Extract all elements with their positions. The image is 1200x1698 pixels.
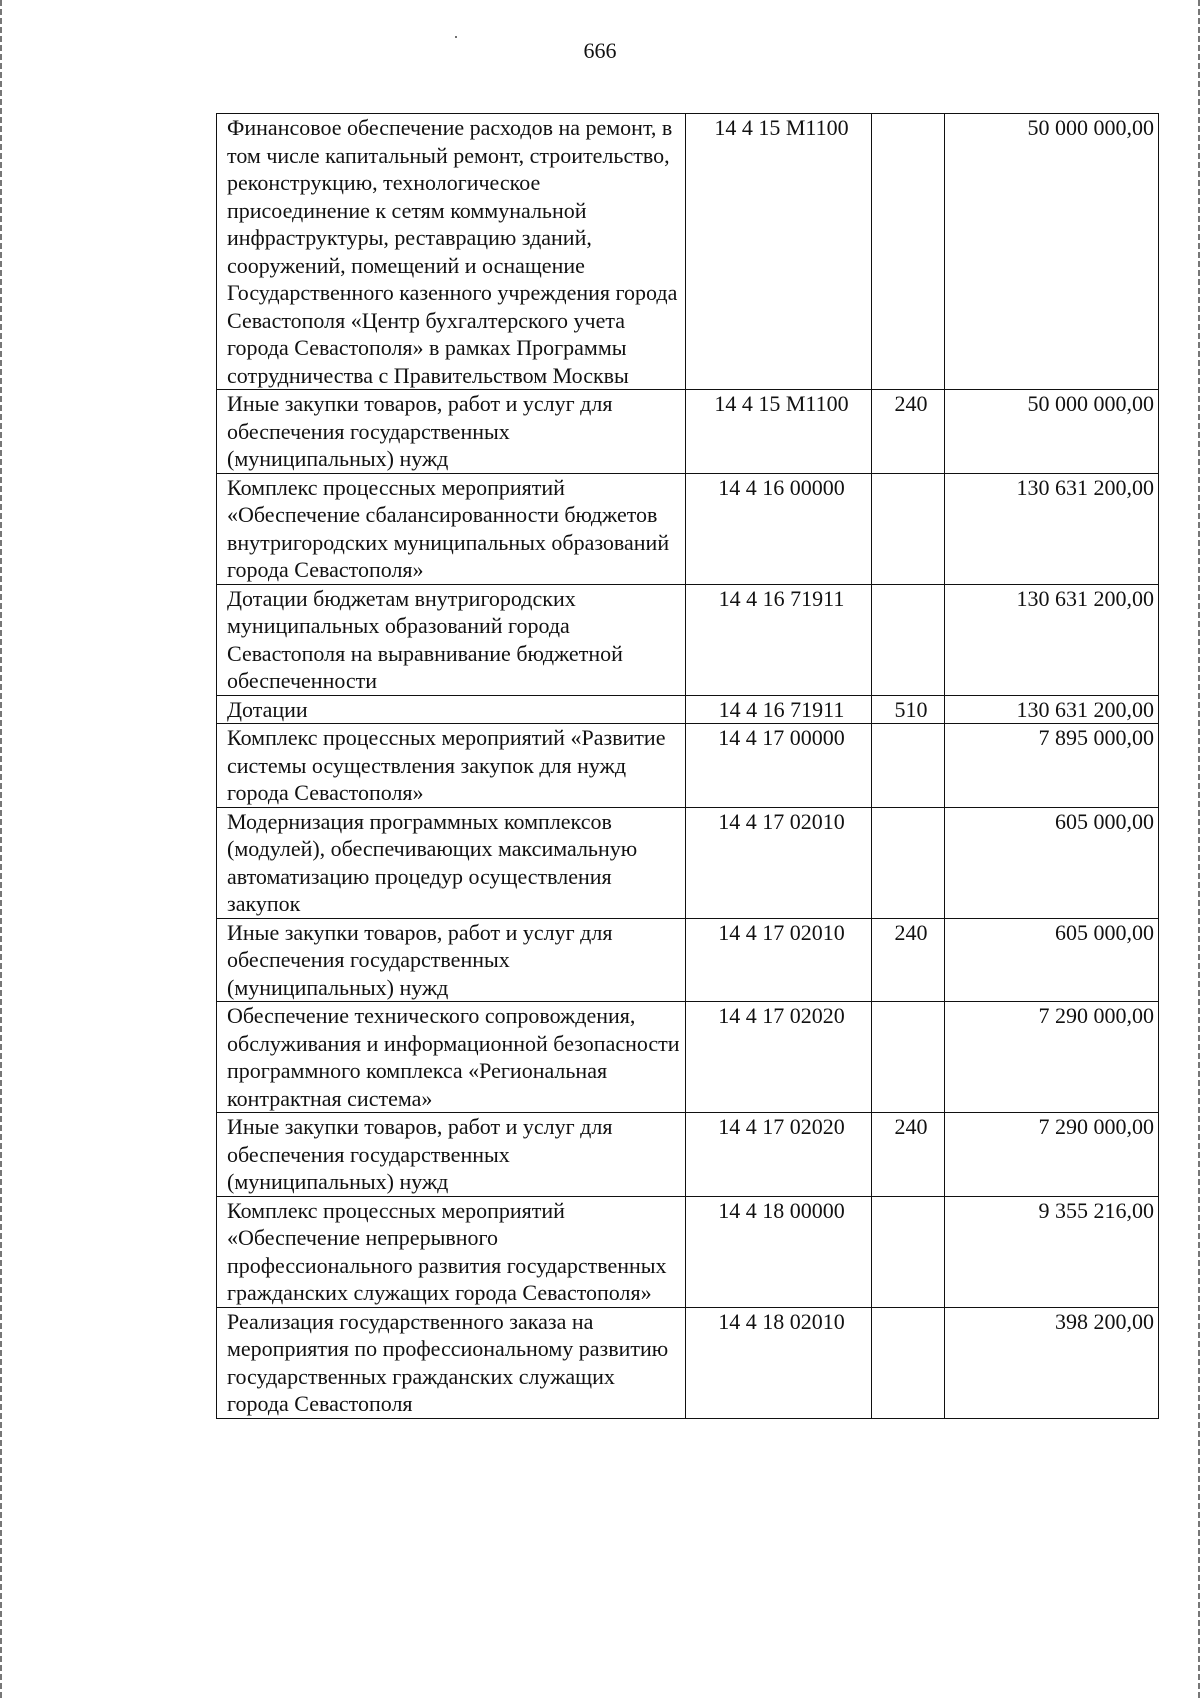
row-name: Комплекс процессных мероприятий «Обеспечение сбалансированности бюджетов внутригородских муниципальных образований города Севастополя» xyxy=(217,473,686,584)
target-article-code: 14 4 15 М1100 xyxy=(686,114,872,390)
table-row xyxy=(217,918,1159,1002)
row-name: Реализация государственного заказа на мероприятия по профессиональному развитию государственных гражданских служащих города Севастополя xyxy=(217,1307,686,1418)
table-row xyxy=(217,473,1159,584)
budget-table xyxy=(216,113,1159,1419)
target-article-code: 14 4 17 02010 xyxy=(686,918,872,1002)
amount: 398 200,00 xyxy=(945,1307,1159,1418)
expense-type-code xyxy=(872,1196,945,1307)
amount: 50 000 000,00 xyxy=(945,390,1159,474)
page-border-left xyxy=(0,0,2,1698)
row-name: Дотации бюджетам внутригородских муниципальных образований города Севастополя на выравнивание бюджетной обеспеченности xyxy=(217,584,686,695)
target-article-code: 14 4 18 00000 xyxy=(686,1196,872,1307)
table-row xyxy=(217,114,1159,390)
amount: 605 000,00 xyxy=(945,807,1159,918)
target-article-code: 14 4 16 71911 xyxy=(686,695,872,724)
expense-type-code xyxy=(872,724,945,808)
target-article-code: 14 4 15 М1100 xyxy=(686,390,872,474)
target-article-code: 14 4 17 00000 xyxy=(686,724,872,808)
amount: 7 895 000,00 xyxy=(945,724,1159,808)
target-article-code: 14 4 16 71911 xyxy=(686,584,872,695)
row-name: Комплекс процессных мероприятий «Обеспечение непрерывного профессионального развития государственных гражданских служащих города Севастополя» xyxy=(217,1196,686,1307)
expense-type-code: 240 xyxy=(872,918,945,1002)
row-name: Обеспечение технического сопровождения, обслуживания и информационной безопасности программного комплекса «Региональная контрактная система» xyxy=(217,1002,686,1113)
row-name: Модернизация программных комплексов (модулей), обеспечивающих максимальную автоматизацию процедур осуществления закупок xyxy=(217,807,686,918)
table-row xyxy=(217,1113,1159,1197)
amount: 9 355 216,00 xyxy=(945,1196,1159,1307)
target-article-code: 14 4 16 00000 xyxy=(686,473,872,584)
row-name: Финансовое обеспечение расходов на ремонт, в том числе капитальный ремонт, строительство, реконструкцию, технологическое присоединение к сетям коммунальной инфраструктуры, реставрацию зданий, сооружений, помещений и оснащение Государственного казенного учреждения города Севастополя «Центр бухгалтерского учета города Севастополя» в рамках Программы сотрудничества с Правительством Москвы xyxy=(217,114,686,390)
expense-type-code: 240 xyxy=(872,390,945,474)
table-row xyxy=(217,1002,1159,1113)
table-row xyxy=(217,390,1159,474)
expense-type-code xyxy=(872,1307,945,1418)
expense-type-code xyxy=(872,114,945,390)
row-name: Иные закупки товаров, работ и услуг для обеспечения государственных (муниципальных) нужд xyxy=(217,918,686,1002)
amount: 605 000,00 xyxy=(945,918,1159,1002)
target-article-code: 14 4 17 02010 xyxy=(686,807,872,918)
target-article-code: 14 4 17 02020 xyxy=(686,1002,872,1113)
table-row xyxy=(217,807,1159,918)
row-name: Комплекс процессных мероприятий «Развитие системы осуществления закупок для нужд города Севастополя» xyxy=(217,724,686,808)
amount: 130 631 200,00 xyxy=(945,473,1159,584)
expense-type-code xyxy=(872,473,945,584)
amount: 7 290 000,00 xyxy=(945,1002,1159,1113)
table-row xyxy=(217,724,1159,808)
target-article-code: 14 4 18 02010 xyxy=(686,1307,872,1418)
table-row xyxy=(217,1196,1159,1307)
expense-type-code: 510 xyxy=(872,695,945,724)
expense-type-code xyxy=(872,807,945,918)
amount: 7 290 000,00 xyxy=(945,1113,1159,1197)
amount: 50 000 000,00 xyxy=(945,114,1159,390)
row-name: Иные закупки товаров, работ и услуг для обеспечения государственных (муниципальных) нужд xyxy=(217,390,686,474)
expense-type-code xyxy=(872,584,945,695)
table-row xyxy=(217,584,1159,695)
table-row xyxy=(217,695,1159,724)
expense-type-code xyxy=(872,1002,945,1113)
amount: 130 631 200,00 xyxy=(945,584,1159,695)
page-number: 666 xyxy=(583,38,617,63)
target-article-code: 14 4 17 02020 xyxy=(686,1113,872,1197)
table-row xyxy=(217,1307,1159,1418)
expense-type-code: 240 xyxy=(872,1113,945,1197)
amount: 130 631 200,00 xyxy=(945,695,1159,724)
row-name: Иные закупки товаров, работ и услуг для обеспечения государственных (муниципальных) нужд xyxy=(217,1113,686,1197)
row-name: Дотации xyxy=(217,695,686,724)
